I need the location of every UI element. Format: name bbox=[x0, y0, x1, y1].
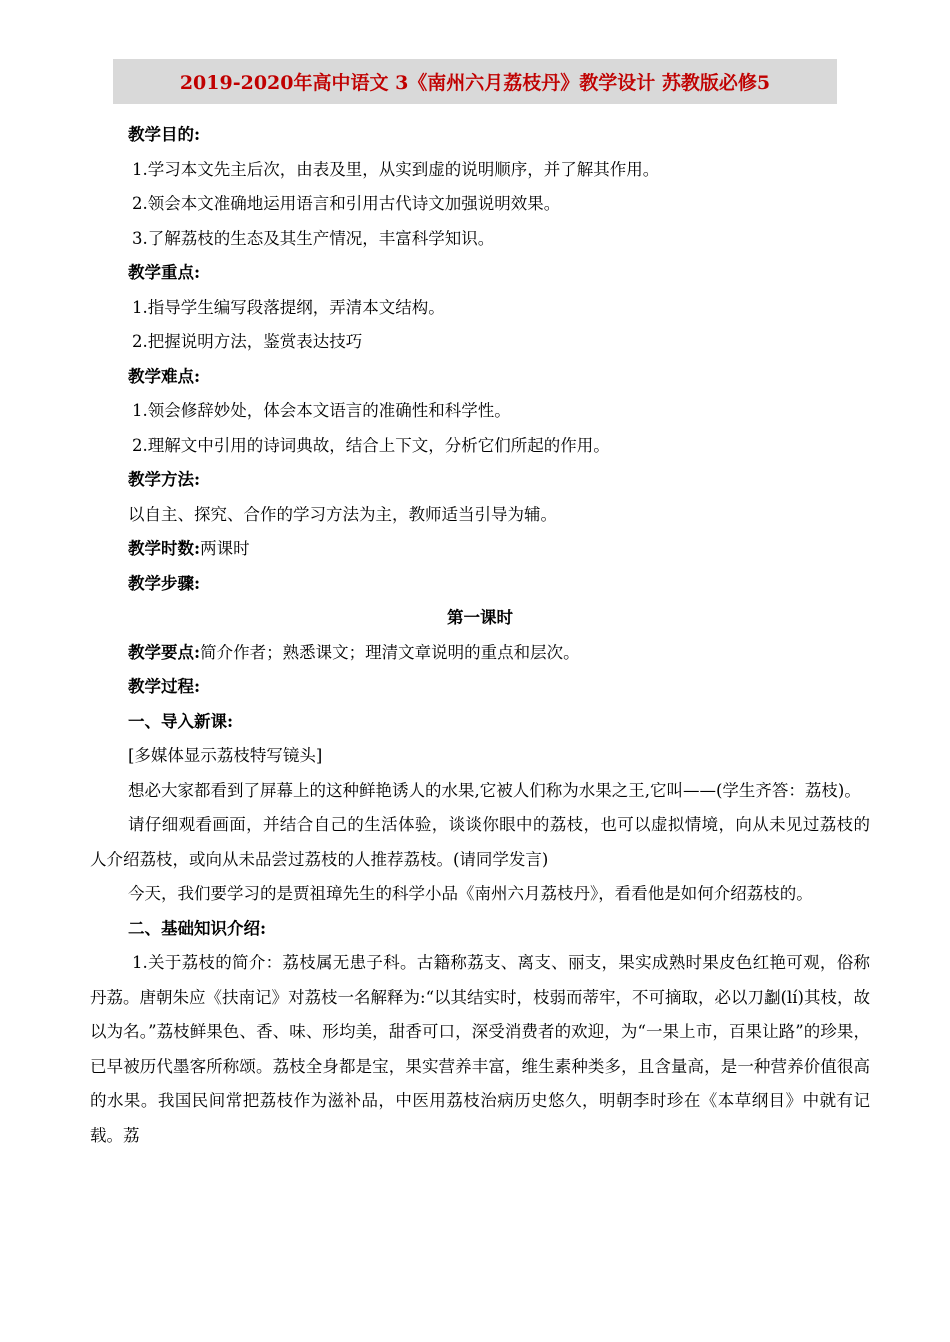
intro-paragraph: 想必大家都看到了屏幕上的这种鲜艳诱人的水果,它被人们称为水果之王,它叫——(学生齐答：荔枝)。 bbox=[128, 780, 861, 800]
duration-heading: 教学时数: bbox=[128, 539, 201, 558]
essentials-label: 教学要点: bbox=[128, 642, 201, 662]
objective-item: 1.学习本文先主后次，由表及里，从实到虚的说明顺序，并了解其作用。 bbox=[132, 159, 660, 179]
difficulty-item: 2.理解文中引用的诗词典故，结合上下文，分析它们所起的作用。 bbox=[132, 435, 610, 455]
key-points-heading: 教学重点: bbox=[128, 263, 201, 282]
lychee-intro-paragraph: 1.关于荔枝的简介：荔枝属无患子科。古籍称荔支、离支、丽支，果实成熟时果皮色红艳可观，俗称丹荔。唐朝朱应《扶南记》对荔枝一名解释为:“以其结实时，枝弱而蒂牢，不可摘取，必以刀劙(lí)其枝，故以为名。”荔枝鲜果色、香、味、形均美，甜香可口，深受消费者的欢迎，为“一果上市，百果让路”的珍果，已早被历代墨客所称颂。荔枝全身都是宝，果实营养丰富，维生素种类多，且含量高，是一种营养价值很高的水果。我国民间常把荔枝作为滋补品，中医用荔枝治病历史悠久，明朝李时珍在《本草纲目》中就有记载。荔 bbox=[90, 953, 870, 1145]
essentials-text: 简介作者；熟悉课文；理清文章说明的重点和层次。 bbox=[200, 642, 580, 662]
section1-heading: 一、导入新课: bbox=[128, 711, 234, 731]
difficulties-heading: 教学难点: bbox=[128, 366, 201, 386]
media-note: [多媒体显示荔枝特写镜头] bbox=[128, 746, 323, 765]
duration-text: 两课时 bbox=[200, 539, 250, 558]
document-body bbox=[90, 118, 870, 1153]
process-heading: 教学过程: bbox=[128, 677, 201, 696]
intro-paragraph: 请仔细观看画面，并结合自己的生活体验，谈谈你眼中的荔枝，也可以虚拟情境，向从未见过荔枝的人介绍荔枝，或向从未品尝过荔枝的人推荐荔枝。(请同学发言) bbox=[90, 815, 870, 869]
duration-line bbox=[90, 532, 870, 567]
document-title: 2019-2020年高中语文 3《南州六月荔枝丹》教学设计 苏教版必修5 bbox=[179, 72, 771, 94]
essentials-line bbox=[90, 636, 870, 671]
objective-item: 3.了解荔枝的生态及其生产情况，丰富科学知识。 bbox=[132, 228, 495, 248]
difficulty-item: 1.领会修辞妙处，体会本文语言的准确性和科学性。 bbox=[132, 401, 511, 420]
key-point-item: 2.把握说明方法，鉴赏表达技巧 bbox=[132, 332, 363, 351]
title-bar bbox=[113, 59, 837, 104]
steps-heading: 教学步骤: bbox=[128, 573, 201, 593]
objectives-heading: 教学目的: bbox=[128, 125, 201, 144]
methods-text: 以自主、探究、合作的学习方法为主，教师适当引导为辅。 bbox=[128, 504, 557, 524]
intro-paragraph: 今天，我们要学习的是贾祖璋先生的科学小品《南州六月荔枝丹》，看看他是如何介绍荔枝的。 bbox=[128, 884, 813, 903]
key-point-item: 1.指导学生编写段落提纲，弄清本文结构。 bbox=[132, 297, 445, 317]
methods-heading: 教学方法: bbox=[128, 470, 201, 489]
lesson1-heading: 第一课时 bbox=[447, 608, 513, 627]
section2-heading: 二、基础知识介绍: bbox=[128, 918, 267, 938]
objective-item: 2.领会本文准确地运用语言和引用古代诗文加强说明效果。 bbox=[132, 194, 561, 213]
